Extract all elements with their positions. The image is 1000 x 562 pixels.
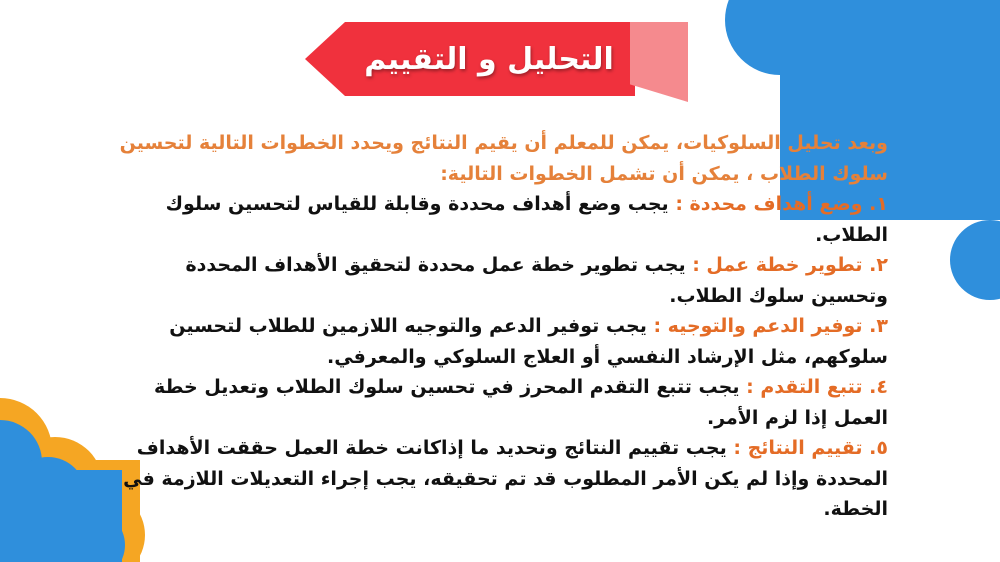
list-item-text: يجب تطوير خطة عمل محددة لتحقيق الأهداف المحددة وتحسين سلوك الطلاب. bbox=[185, 254, 888, 307]
list-item bbox=[118, 433, 888, 525]
list-item bbox=[118, 372, 888, 433]
list-item-text: يجب تتبع التقدم المحرز في تحسين سلوك الطلاب وتعديل خطة العمل إذا لزم الأمر. bbox=[154, 376, 888, 429]
intro-paragraph: وبعد تحليل السلوكيات، يمكن للمعلم أن يقيم النتائج ويحدد الخطوات التالية لتحسين سلوك الطلاب ، يمكن أن تشمل الخطوات التالية: bbox=[119, 132, 888, 185]
list-item bbox=[118, 189, 888, 250]
list-item-text: يجب وضع أهداف محددة وقابلة للقياس لتحسين سلوك الطلاب. bbox=[165, 193, 888, 246]
list-item bbox=[118, 311, 888, 372]
list-item-text: يجب توفير الدعم والتوجيه اللازمين للطلاب لتحسين سلوكهم، مثل الإرشاد النفسي أو العلاج السلوكي والمعرفي. bbox=[169, 315, 888, 368]
list-item bbox=[118, 250, 888, 311]
content-body bbox=[118, 128, 888, 525]
list-item-title: ٣. توفير الدعم والتوجيه : bbox=[653, 315, 888, 337]
list-item-title: ٤. تتبع التقدم : bbox=[746, 376, 888, 398]
list-item-title: ١. وضع أهداف محددة : bbox=[675, 193, 888, 215]
list-item-title: ٢. تطوير خطة عمل : bbox=[692, 254, 888, 276]
list-item-title: ٥. تقييم النتائج : bbox=[733, 437, 888, 459]
page-title: التحليل و التقييم bbox=[364, 41, 614, 77]
list-item-text: يجب تقييم النتائج وتحديد ما إذاكانت خطة العمل حققت الأهداف المحددة وإذا لم يكن الأمر المطلوب قد تم تحقيقه، يجب إجراء التعديلات اللازمة في الخطة. bbox=[123, 437, 888, 520]
